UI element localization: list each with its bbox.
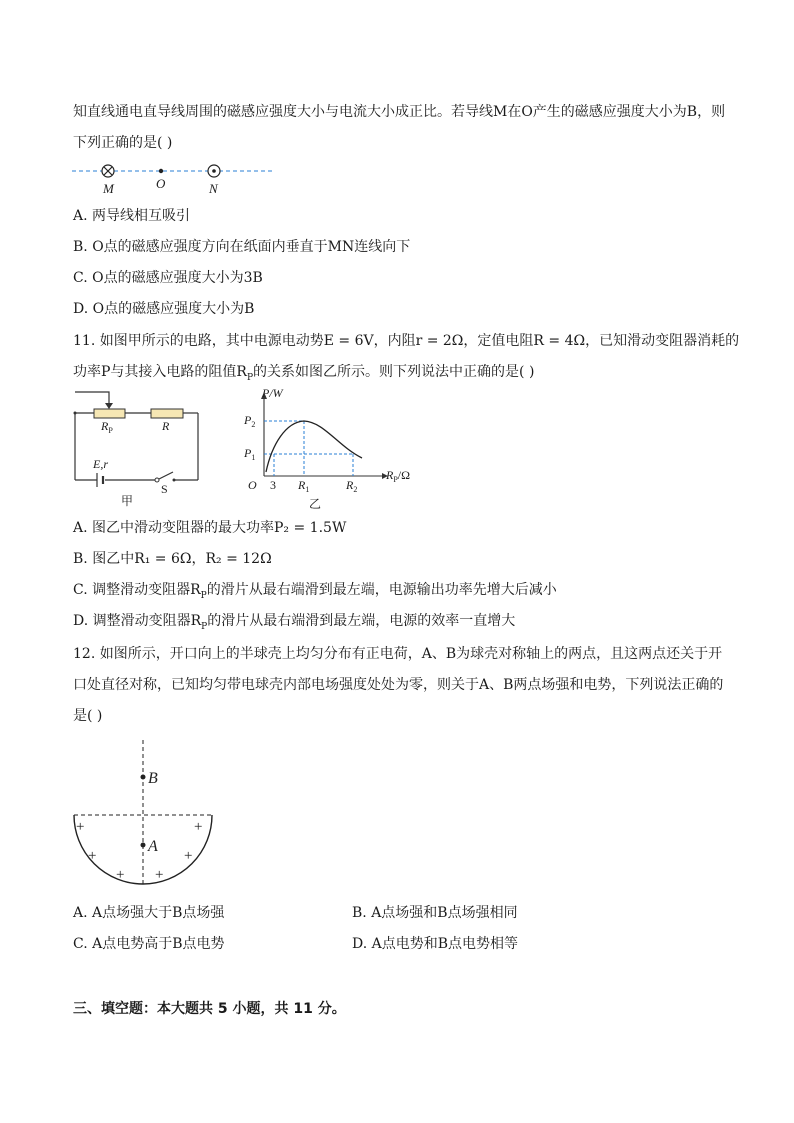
- svg-text:RP: $R_P$: [101, 419, 113, 435]
- svg-text:RP/Ω: $R_P/\Omega$: [386, 468, 411, 484]
- dot-in-circle-icon: [208, 165, 220, 177]
- resistor-r: [151, 409, 183, 418]
- q12-stem-line1: 12. 如图所示，开口向上的半球壳上均匀分布有正电荷，A、B为球壳对称轴上的两点，且这两点还关于开: [73, 646, 723, 662]
- q10-stem-line1: 知直线通电直导线周围的磁感应强度大小与电流大小成正比。若导线M在O产生的磁感应强度大小为B，则: [73, 104, 726, 120]
- q10-stem-line2: 下列正确的是( ): [73, 135, 173, 151]
- q11-circuit-figure: [70, 388, 210, 496]
- cross-in-circle-icon: [102, 165, 114, 177]
- svg-text:A: A: [148, 838, 158, 855]
- q11-stem-line1: 11. 如图甲所示的电路，其中电源电动势E = 6V，内阻r = 2Ω，定值电阻R = 4Ω，已知滑动变阻器消耗的: [73, 333, 740, 349]
- svg-text:S: S: [161, 482, 168, 496]
- svg-text:O: O: [248, 478, 257, 492]
- svg-text:P/W: P/W: [262, 386, 283, 400]
- svg-text:+: +: [88, 848, 97, 864]
- power-curve: [266, 421, 362, 472]
- graph-caption: 乙: [309, 497, 322, 511]
- q12-option-d: D. A点电势和B点电势相等: [352, 936, 519, 952]
- q11-option-b: B. 图乙中R₁ = 6Ω，R₂ = 12Ω: [73, 551, 272, 567]
- svg-text:B: B: [148, 770, 158, 787]
- svg-text:3: 3: [270, 478, 276, 492]
- svg-text:P1: $P_1$: [244, 446, 256, 462]
- q10-option-a: A. 两导线相互吸引: [73, 208, 191, 224]
- q10-option-d: D. O点的磁感应强度大小为B: [73, 301, 255, 317]
- circuit-caption: 甲: [121, 494, 134, 508]
- q10-option-b: B. O点的磁感应强度方向在纸面内垂直于MN连线向下: [73, 239, 411, 255]
- q10-option-c: C. O点的磁感应强度大小为3B: [73, 270, 263, 286]
- o-point: [159, 169, 163, 173]
- q10-wire-figure: [70, 160, 280, 200]
- label-n: N: [209, 181, 218, 196]
- svg-text:E,r: E,r: [93, 457, 108, 471]
- q11-option-a: A. 图乙中滑动变阻器的最大功率P₂ = 1.5W: [73, 520, 347, 536]
- svg-text:R1: $R_1$: [298, 478, 310, 494]
- q12-option-c: C. A点电势高于B点电势: [73, 936, 225, 952]
- section-3-heading: 三、填空题：本大题共 5 小题，共 11 分。: [73, 1001, 346, 1017]
- q11-stem-line2: 功率P与其接入电路的阻值$R_P$的关系如图乙所示。则下列说法中正确的是( ): [73, 364, 535, 383]
- svg-text:R2: $R_2$: [346, 478, 358, 494]
- svg-text:+: +: [194, 819, 203, 835]
- point-a: [141, 843, 146, 848]
- q11-power-graph: [238, 386, 423, 496]
- q12-stem-line3: 是( ): [73, 708, 103, 724]
- svg-text:+: +: [155, 867, 164, 883]
- point-b: [141, 775, 146, 780]
- q11-option-d: D. 调整滑动变阻器$R_P$的滑片从最右端滑到最左端，电源的效率一直增大: [73, 613, 516, 632]
- svg-text:+: +: [184, 848, 193, 864]
- svg-text:R: R: [162, 419, 170, 433]
- label-o: O: [156, 176, 166, 191]
- label-m: M: [103, 181, 114, 196]
- svg-text:P2: $P_2$: [244, 413, 256, 429]
- rheostat-rp: [94, 409, 125, 418]
- q12-option-b: B. A点场强和B点场强相同: [352, 905, 518, 921]
- svg-text:+: +: [76, 819, 85, 835]
- q11-option-c: C. 调整滑动变阻器$R_P$的滑片从最右端滑到最左端，电源输出功率先增大后减小: [73, 582, 557, 601]
- q12-stem-line2: 口处直径对称，已知均匀带电球壳内部电场强度处处为零，则关于A、B两点场强和电势，下列说法正确的: [73, 677, 724, 693]
- q12-hemisphere-figure: [66, 738, 226, 888]
- q12-option-a: A. A点场强大于B点场强: [73, 905, 225, 921]
- svg-text:+: +: [116, 867, 125, 883]
